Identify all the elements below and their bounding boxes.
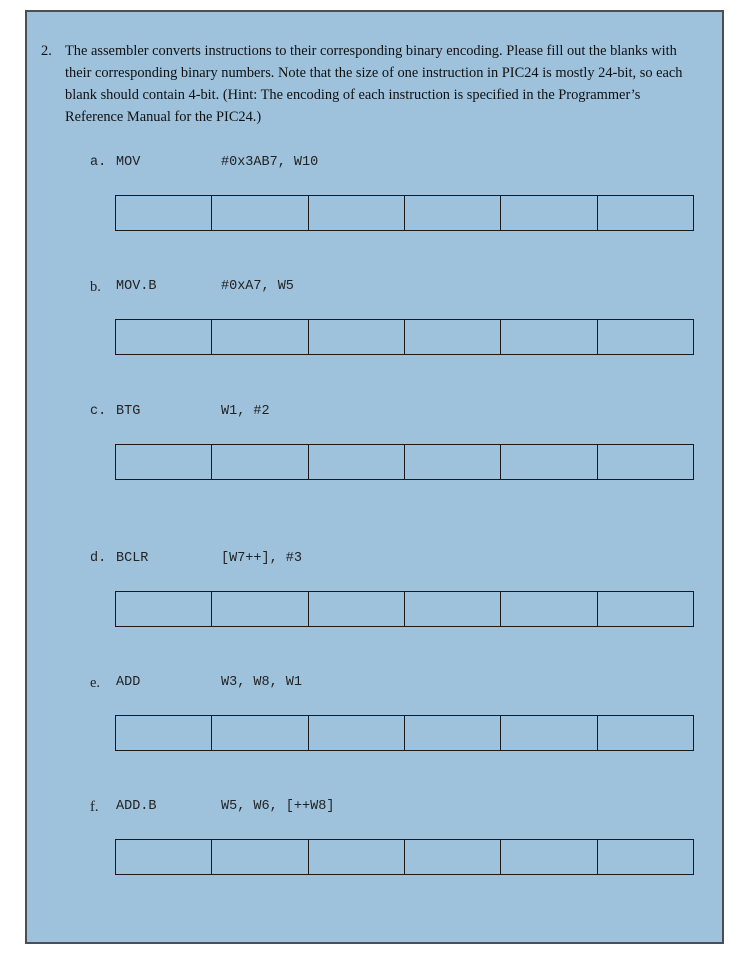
item-operands: [W7++], #3 <box>221 551 303 566</box>
item-label: c. <box>90 404 107 419</box>
answer-blank[interactable] <box>598 196 693 230</box>
answer-blanks <box>115 195 694 231</box>
answer-blank[interactable] <box>501 716 597 750</box>
question-panel <box>25 10 724 944</box>
answer-blank[interactable] <box>405 445 501 479</box>
item-mnemonic: MOV.B <box>116 279 157 294</box>
item-mnemonic: ADD.B <box>116 799 157 814</box>
item-operands: W5, W6, [++W8] <box>221 799 335 814</box>
item-mnemonic: BCLR <box>116 551 149 566</box>
answer-blank[interactable] <box>598 320 693 354</box>
answer-blank[interactable] <box>116 445 212 479</box>
answer-blank[interactable] <box>116 592 212 626</box>
answer-blank[interactable] <box>598 592 693 626</box>
answer-blank[interactable] <box>309 445 405 479</box>
item-label: e. <box>90 675 101 691</box>
item-operands: #0xA7, W5 <box>221 279 294 294</box>
answer-blanks <box>115 839 694 875</box>
answer-blanks <box>115 715 694 751</box>
item-operands: #0x3AB7, W10 <box>221 155 319 170</box>
answer-blank[interactable] <box>309 320 405 354</box>
answer-blank[interactable] <box>405 320 501 354</box>
answer-blank[interactable] <box>212 196 308 230</box>
answer-blank[interactable] <box>116 196 212 230</box>
answer-blank[interactable] <box>598 716 693 750</box>
item-mnemonic: MOV <box>116 155 141 170</box>
item-operands: W1, #2 <box>221 404 270 419</box>
answer-blank[interactable] <box>501 445 597 479</box>
answer-blank[interactable] <box>309 592 405 626</box>
answer-blank[interactable] <box>405 840 501 874</box>
answer-blank[interactable] <box>212 445 308 479</box>
answer-blank[interactable] <box>116 320 212 354</box>
answer-blank[interactable] <box>309 716 405 750</box>
answer-blanks <box>115 591 694 627</box>
answer-blank[interactable] <box>501 196 597 230</box>
answer-blank[interactable] <box>501 320 597 354</box>
item-label: d. <box>90 551 107 566</box>
question-number: 2. <box>41 43 52 59</box>
answer-blank[interactable] <box>309 196 405 230</box>
answer-blank[interactable] <box>598 445 693 479</box>
answer-blank[interactable] <box>212 320 308 354</box>
item-label: a. <box>90 155 107 170</box>
question-text: The assembler converts instructions to their corresponding binary encoding. Please fill out the blanks with their corresponding binary numbers. Note that the size of one instruction in PIC24 is mostly 24-bit, so each blank should contain 4-bit. (Hint: The encoding of each instruction is specified in the Programmer’s Reference Manual for the PIC24.) <box>65 43 683 125</box>
answer-blank[interactable] <box>598 840 693 874</box>
answer-blank[interactable] <box>405 716 501 750</box>
item-mnemonic: BTG <box>116 404 141 419</box>
answer-blank[interactable] <box>405 196 501 230</box>
item-label: f. <box>90 799 99 815</box>
answer-blank[interactable] <box>405 592 501 626</box>
answer-blank[interactable] <box>116 716 212 750</box>
answer-blank[interactable] <box>116 840 212 874</box>
answer-blank[interactable] <box>212 716 308 750</box>
answer-blanks <box>115 319 694 355</box>
answer-blank[interactable] <box>309 840 405 874</box>
item-label: b. <box>90 279 101 295</box>
item-operands: W3, W8, W1 <box>221 675 303 690</box>
answer-blank[interactable] <box>501 840 597 874</box>
answer-blanks <box>115 444 694 480</box>
answer-blank[interactable] <box>212 840 308 874</box>
answer-blank[interactable] <box>212 592 308 626</box>
answer-blank[interactable] <box>501 592 597 626</box>
item-mnemonic: ADD <box>116 675 141 690</box>
